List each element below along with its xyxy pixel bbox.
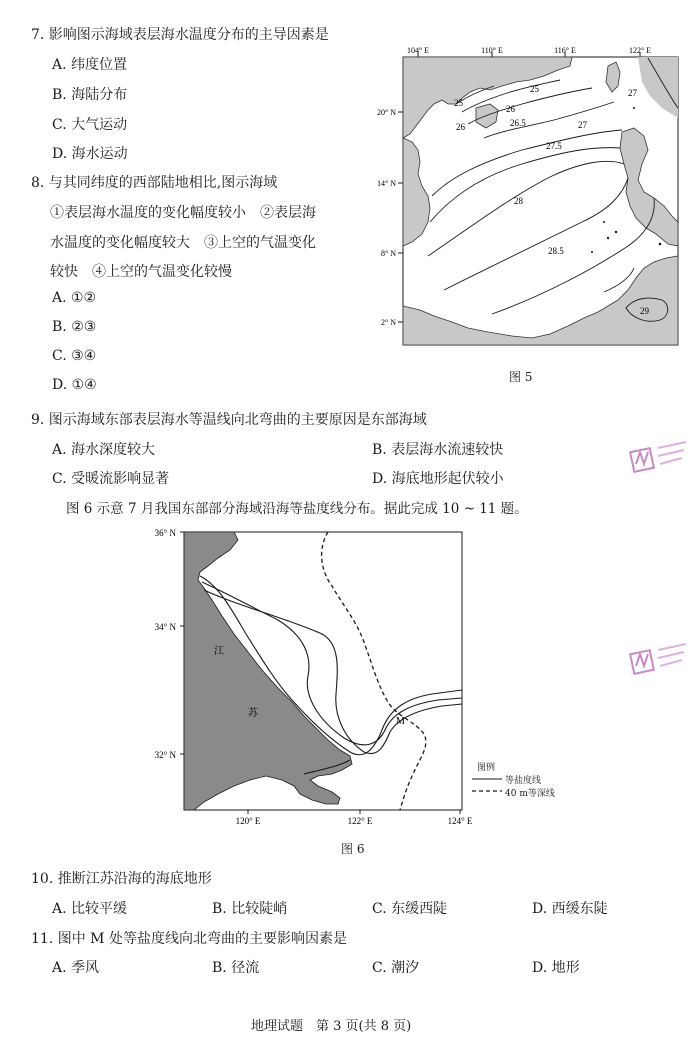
fig6-lon-124: 124° E [447,816,473,826]
figure-5-map [372,46,682,350]
fig5-lon-122: 122° E [628,46,652,55]
province-char-su: 苏 [248,708,258,719]
q7-option-b: B. 海陆分布 [52,87,128,103]
q9-option-c: C. 受暖流影响显著 [52,471,170,487]
figure-5-caption: 图 5 [509,370,533,384]
q11-option-c: C. 潮汐 [372,960,420,976]
isotherm-label-26b: 26 [506,104,515,114]
isotherm-label-26a: 26 [456,122,465,132]
legend-swatches [470,773,504,799]
q7-option-d: D. 海水运动 [52,146,128,162]
fig6-lon-122: 122° E [347,816,373,826]
q9-stem: 9. 图示海域东部表层海水等温线向北弯曲的主要原因是东部海域 [31,412,427,428]
q7-stem: 7. 影响图示海域表层海水温度分布的主导因素是 [31,27,329,43]
q8-option-d: D. ①④ [52,377,97,393]
q8-stem-line-3: 水温度的变化幅度较大 ③上空的气温变化 [50,235,316,251]
fig5-lon-116: 116° E [554,46,576,55]
fig6-lon-120: 120° E [235,816,261,826]
q8-option-c: C. ③④ [52,348,97,364]
isotherm-label-28: 28 [514,196,523,206]
q9-option-b: B. 表层海水流速较快 [372,442,504,458]
fig5-lon-110: 110° E [481,46,503,55]
isotherm-label-29: 29 [640,306,649,316]
fig6-lat-32: 32° N [154,750,176,760]
watermark-logo-2 [628,642,690,678]
isotherm-label-27b: 27 [578,120,587,130]
isotherm-label-28-5: 28.5 [548,246,564,256]
q10-option-a: A. 比较平缓 [52,901,128,917]
q10-stem: 10. 推断江苏沿海的海底地形 [31,871,212,887]
point-m-label: M [396,716,405,727]
isotherm-label-26-5: 26.5 [510,118,526,128]
q11-option-b: B. 径流 [212,960,260,976]
isotherm-label-25a: 25 [454,98,463,108]
figure-6-map [142,524,502,828]
fig6-lat-36: 36° N [154,528,176,538]
q8-stem-line-2: ①表层海水温度的变化幅度较小 ②表层海 [50,205,316,221]
q11-option-d: D. 地形 [532,960,580,976]
q11-stem: 11. 图中 M 处等盐度线向北弯曲的主要影响因素是 [31,931,347,947]
fig5-lat-2: 2° N [381,318,396,327]
q11-option-a: A. 季风 [52,960,100,976]
figure-6-caption: 图 6 [341,842,365,856]
legend-isohaline: 等盐度线 [505,776,542,786]
q8-option-b: B. ②③ [52,319,97,335]
q10-option-c: C. 东缓西陡 [372,901,448,917]
fig5-lon-104: 104° E [406,46,430,55]
fig5-lat-20: 20° N [377,108,396,117]
q7-option-a: A. 纬度位置 [52,57,128,73]
legend-isobath: 40 m等深线 [505,789,555,799]
q9-option-d: D. 海底地形起伏较小 [372,471,504,487]
fig5-lat-8: 8° N [381,249,396,258]
q9-option-a: A. 海水深度较大 [52,442,156,458]
fig6-lat-34: 34° N [154,622,176,632]
page-footer: 地理试题 第 3 页(共 8 页) [251,1019,412,1034]
q10-option-d: D. 西缓东陡 [532,901,608,917]
province-char-jiang: 江 [214,646,224,657]
q8-stem-line-4: 较快 ④上空的气温变化较慢 [50,264,232,280]
isotherm-label-25b: 25 [530,84,539,94]
fig5-lat-14: 14° N [377,179,396,188]
isotherm-label-27a: 27 [628,88,637,98]
q7-option-c: C. 大气运动 [52,117,128,133]
fig6-intro: 图 6 示意 7 月我国东部部分海域沿海等盐度线分布。据此完成 10 ~ 11 题。 [66,501,528,517]
q8-option-a: A. ①② [52,290,97,306]
q10-option-b: B. 比较陡峭 [212,901,288,917]
watermark-logo [628,440,690,476]
isotherm-label-27-5: 27.5 [546,141,562,151]
legend-title: 图例 [477,763,496,773]
q8-stem-line-1: 8. 与其同纬度的西部陆地相比,图示海域 [31,175,278,191]
